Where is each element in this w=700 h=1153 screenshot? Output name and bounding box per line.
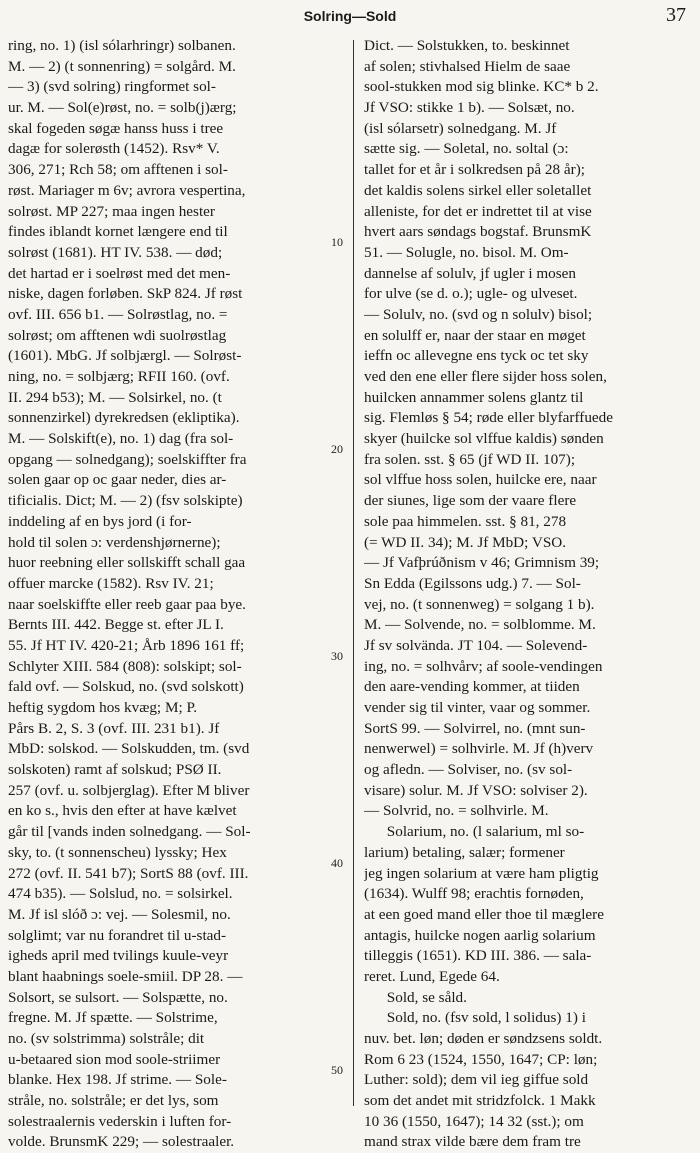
text-line: M. — Solvende, no. = solblomme. M. xyxy=(364,616,596,634)
text-line: tificialis. Dict; M. — 2) (fsv solskipte) xyxy=(8,492,243,510)
text-line: heftig sygdom hos kvæg; M; P. xyxy=(8,699,198,716)
text-line: — Jf Vafþrúðnism v 46; Grimnism 39; xyxy=(364,554,600,572)
right-column xyxy=(364,36,690,1153)
text-line: mand strax vilde bære dem fram tre xyxy=(364,1133,581,1151)
text-line: huor reebning eller sollskifft schall gaa xyxy=(8,554,246,572)
text-line: solglimt; var nu forandret til u-stad- xyxy=(8,926,227,944)
text-line: Luther: sold); dem vil ieg giffue sold xyxy=(364,1071,589,1089)
text-line: u-betaared sion mod soole-striimer xyxy=(8,1050,221,1068)
page-header xyxy=(0,4,700,30)
line-number: 40 xyxy=(331,856,343,870)
text-line: ieffn oc allevegne ens tyck oc tet sky xyxy=(364,347,589,365)
text-line: no. (sv solstrimma) solstråle; dit xyxy=(8,1030,205,1047)
text-line: Solarium, no. (l salarium, ml so- xyxy=(364,823,585,841)
text-line: 306, 271; Rch 58; om afftenen i sol- xyxy=(8,161,228,179)
left-column xyxy=(8,36,336,1153)
text-line: MbD: solskod. — Solskudden, tm. (svd xyxy=(8,740,250,758)
text-line: Solsort, se sulsort. — Solspætte, no. xyxy=(8,988,228,1006)
line-number: 20 xyxy=(331,442,343,456)
text-line: (isl sólarsetr) solnedgang. M. Jf xyxy=(364,119,557,137)
text-line: fra solen. sst. § 65 (jf WD II. 107); xyxy=(364,450,576,468)
text-line: hold til solen ɔ: verdenshjørnerne); xyxy=(8,533,221,551)
text-line: vej, no. (t sonnenweg) = solgang 1 b). xyxy=(364,595,595,613)
text-line: 55. Jf HT IV. 420-21; Årb 1896 161 ff; xyxy=(8,636,245,654)
text-line: en ko s., hvis den efter at have kælvet xyxy=(8,802,237,820)
text-line: jeg ingen solarium at være ham pligtig xyxy=(364,864,599,882)
text-line: skal fogeden søgæ hanss huss i tree xyxy=(8,119,224,137)
text-line: fald ovf. — Solskud, no. (svd solskott) xyxy=(8,678,244,696)
text-line: visare) solur. M. Jf VSO: solviser 2). xyxy=(364,781,588,799)
text-line: igheds april med tvilings kuule-veyr xyxy=(8,947,229,965)
text-line: ur. M. — Sol(e)røst, no. = solb(j)ærg; xyxy=(8,99,237,117)
text-line: det hartad er i soelrøst med det men- xyxy=(8,264,231,282)
text-line: Sold, se såld. xyxy=(364,988,467,1006)
text-line: fregne. M. Jf spætte. — Solstrime, xyxy=(8,1009,218,1027)
text-line: huilcken annammer solens glantz til xyxy=(364,388,584,406)
text-line: skyer (huilcke sol vlffue kaldis) sønden xyxy=(364,430,604,448)
text-line: dagæ for solerøsth (1452). Rsv* V. xyxy=(8,140,220,158)
text-line: M. Jf isl slóð ɔ: vej. — Solesmil, no. xyxy=(8,905,231,923)
text-line: findes iblandt kornet længere end til xyxy=(8,223,228,241)
text-line: Jf VSO: stikke 1 b). — Solsæt, no. xyxy=(364,99,575,117)
text-line: opgang — solnedgang); soelskiffter fra xyxy=(8,450,247,468)
text-line: 10 36 (1550, 1647); 14 32 (sst.); om xyxy=(364,1112,584,1130)
text-line: Bernts III. 442. Begge st. efter JL I. xyxy=(8,616,224,634)
text-line: SortS 99. — Solvirrel, no. (mnt sun- xyxy=(364,719,586,737)
line-number: 30 xyxy=(331,649,343,663)
text-line: Dict. — Solstukken, to. beskinnet xyxy=(364,37,570,54)
text-line: af solen; stivhalsed Hielm de saae xyxy=(364,57,571,75)
text-line: 257 (ovf. u. solbjerglag). Efter M bliver xyxy=(8,781,250,799)
text-line: går til [vands inden solnedgang. — Sol- xyxy=(8,823,251,841)
text-line: stråle, no. solstråle; er det lys, som xyxy=(8,1092,219,1110)
text-line: niske, dagen forløben. SkP 824. Jf røst xyxy=(8,285,243,303)
text-line: solrøst (1681). HT IV. 538. — død; xyxy=(8,243,223,261)
text-line: — 3) (svd solring) ringformet sol- xyxy=(8,78,216,96)
text-line: ovf. III. 656 b1. — Solrøstlag, no. = xyxy=(8,305,228,323)
text-line: den aare-vending kommer, at tiiden xyxy=(364,678,580,696)
text-line: blant haabnings soele-smiil. DP 28. — xyxy=(8,967,243,985)
text-line: M. — 2) (t sonnenring) = solgård. M. xyxy=(8,57,236,75)
text-line: sool-stukken mod sig blinke. KC* b 2. xyxy=(364,78,599,96)
running-title: Solring—Sold xyxy=(303,8,397,24)
text-line: hvert aars søndags bogstaf. BrunsmK xyxy=(364,223,592,241)
text-line: — Solvrid, no. = solhvirle. M. xyxy=(364,802,549,820)
text-line: Sn Edda (Egilssons udg.) 7. — Sol- xyxy=(364,574,581,592)
text-line: sig. Flemløs § 54; røde eller blyfarffuede xyxy=(364,409,613,427)
page-number: 37 xyxy=(666,4,686,26)
text-line: ing, no. = solhvårv; af soole-vendingen xyxy=(364,657,603,675)
text-line: Pårs B. 2, S. 3 (ovf. III. 231 b1). Jf xyxy=(8,719,220,737)
text-line: sol vlffue hoss solen, huilcke ere, naar xyxy=(364,471,597,489)
text-line: ning, no. = solbjærg; RFII 160. (ovf. xyxy=(8,368,230,385)
text-line: (= WD II. 34); M. Jf MbD; VSO. xyxy=(364,533,567,551)
text-line: solrøst; om afftenen wdi suolrøstlag xyxy=(8,326,227,344)
text-line: der siunes, lige som der vaare flere xyxy=(364,492,577,510)
text-line: alleniste, for det er indrettet til at vise xyxy=(364,202,592,220)
line-number: 10 xyxy=(331,235,343,249)
text-line: røst. Mariager m 6v; avrora vespertina, xyxy=(8,181,246,199)
line-number: 50 xyxy=(331,1063,343,1077)
text-line: 474 b35). — Solslud, no. = solsirkel. xyxy=(8,885,233,903)
text-line: Rom 6 23 (1524, 1550, 1647; CP: løn; xyxy=(364,1050,598,1068)
text-line: Jf sv solvända. JT 104. — Solevend- xyxy=(364,636,588,654)
text-line: nenwerwel) = solhvirle. M. Jf (h)verv xyxy=(364,740,594,758)
text-line: sky, to. (t sonnenscheu) lyssky; Hex xyxy=(8,843,227,861)
text-line: tallet for et år i solkredsen på 28 år); xyxy=(364,161,585,179)
text-line: tilleggis (1651). KD III. 386. — sala- xyxy=(364,947,592,965)
text-line: volde. BrunsmK 229; — solestraaler. xyxy=(8,1133,235,1151)
text-line: ring, no. 1) (isl sólarhringr) solbanen. xyxy=(8,37,236,54)
text-line: en solulff er, naar der staar en møget xyxy=(364,326,586,344)
text-line: (1634). Wulff 98; erachtis fornøden, xyxy=(364,885,584,903)
text-line: solestraalernis vederskin i luften for- xyxy=(8,1112,232,1130)
text-line: Schlyter XIII. 584 (808): solskipt; sol- xyxy=(8,657,242,675)
text-line: dannelse af solulv, jf ugler i mosen xyxy=(364,264,577,282)
text-line: solen gaar op oc gaar neder, dies ar- xyxy=(8,471,227,489)
text-line: for ulve (se d. o.); ugle- og ulveset. xyxy=(364,285,578,303)
text-line: ved den ene eller flere sijder hoss solen, xyxy=(364,368,607,385)
text-line: og afledn. — Solviser, no. (sv sol- xyxy=(364,761,573,779)
text-line: — Solulv, no. (svd og n solulv) bisol; xyxy=(364,305,593,323)
text-line: blanke. Hex 198. Jf strime. — Sole- xyxy=(8,1071,227,1089)
text-line: sonnenzirkel) dyrekredsen (ekliptika). xyxy=(8,409,240,427)
text-line: naar soelskiffte eller reeb gaar paa bye. xyxy=(8,595,246,613)
text-line: solrøst. MP 227; maa ingen hester xyxy=(8,202,215,220)
text-line: solskoten) ramt af solskud; PSØ II. xyxy=(8,761,222,779)
text-line: Sold, no. (fsv sold, l solidus) 1) i xyxy=(364,1009,586,1027)
text-line: larium) betaling, salær; formener xyxy=(364,843,565,861)
text-line: sole paa himmelen. sst. § 81, 278 xyxy=(364,512,567,530)
text-line: det kaldis solens sirkel eller soletallet xyxy=(364,181,592,199)
text-line: at een goed mand eller thoe til mæglere xyxy=(364,905,604,923)
text-line: M. — Solskift(e), no. 1) dag (fra sol- xyxy=(8,430,234,448)
text-line: 272 (ovf. II. 541 b7); SortS 88 (ovf. III. xyxy=(8,864,249,882)
text-line: nuv. bet. løn; døden er søndzsens soldt. xyxy=(364,1030,603,1047)
text-line: inddeling af en bys jord (i for- xyxy=(8,512,192,530)
text-line: vender sig til vinter, vaar og sommer. xyxy=(364,699,591,716)
text-line: som det andet mit stridzfolck. 1 Makk xyxy=(364,1092,596,1110)
text-line: reret. Lund, Egede 64. xyxy=(364,967,500,985)
column-divider xyxy=(353,40,354,1106)
text-line: offuer marcke (1582). Rsv IV. 21; xyxy=(8,574,214,592)
text-line: 51. — Solugle, no. bisol. M. Om- xyxy=(364,243,569,261)
text-line: sætte sig. — Soletal, no. soltal (ɔ: xyxy=(364,140,569,158)
text-line: antagis, huilcke nogen aarlig solarium xyxy=(364,926,596,944)
text-line: II. 294 b53); M. — Solsirkel, no. (t xyxy=(8,388,222,406)
text-line: (1601). MbG. Jf solbjærgl. — Solrøst- xyxy=(8,347,242,365)
